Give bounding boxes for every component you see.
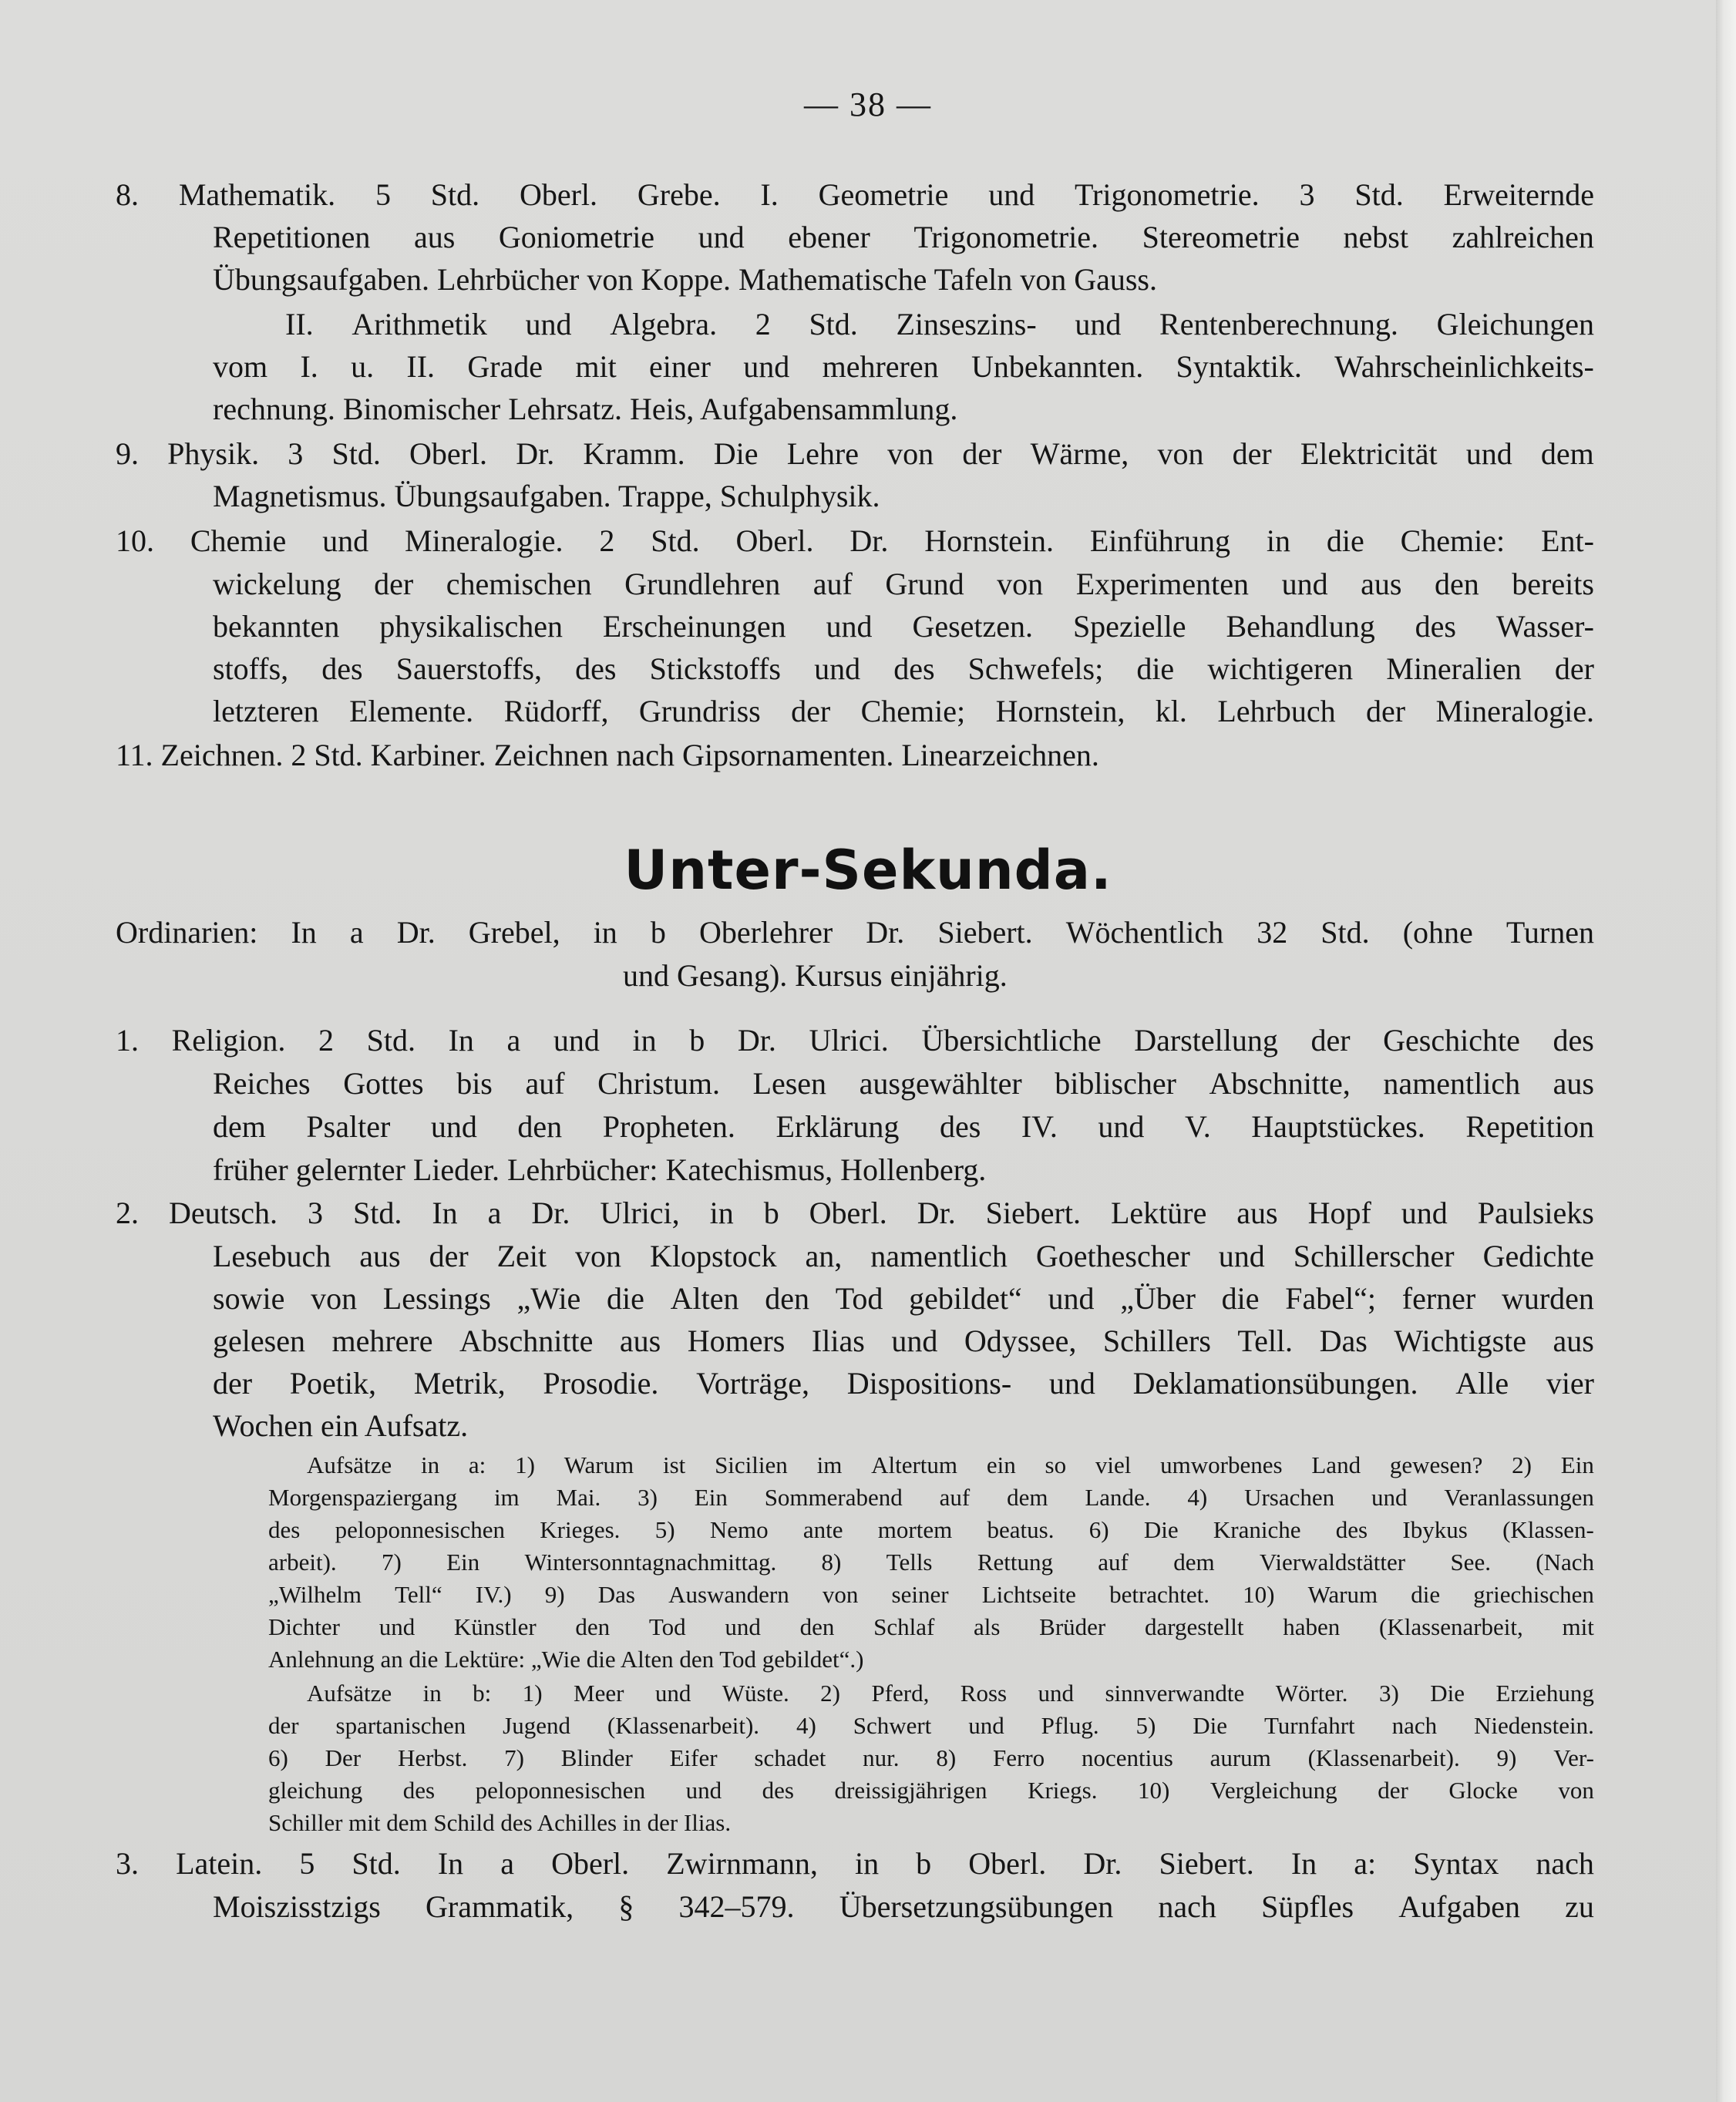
text-line: dem Psalter und den Propheten. Erklärung des IV. und V. Hauptstückes. Repetition (213, 1109, 1594, 1144)
text-line: 11. Zeichnen. 2 Std. Karbiner. Zeichnen nach Gipsornamenten. Linearzeichnen. (116, 738, 1099, 772)
text-line: 3. Latein. 5 Std. In a Oberl. Zwirnmann, in b Oberl. Dr. Siebert. In a: Syntax nach (116, 1846, 1594, 1881)
essay-line: des peloponnesischen Krieges. 5) Nemo ante mortem beatus. 6) Die Kraniche des Ibykus (Klassen- (268, 1516, 1594, 1543)
text-line: 2. Deutsch. 3 Std. In a Dr. Ulrici, in b Oberl. Dr. Siebert. Lektüre aus Hopf und Paulsieks (116, 1196, 1594, 1230)
page-edge (1716, 0, 1736, 2102)
essay-line: Aufsätze in a: 1) Warum ist Sicilien im Altertum ein so viel umworbenes Land gewesen? 2) Ein (307, 1451, 1594, 1478)
essay-line: arbeit). 7) Ein Wintersonntagnachmittag. 8) Tells Rettung auf dem Vierwaldstätter See. (Nach (268, 1549, 1594, 1576)
text-line: vom I. u. II. Grade mit einer und mehreren Unbekannten. Syntaktik. Wahrscheinlichkeits- (213, 349, 1594, 384)
text-line: Wochen ein Aufsatz. (213, 1408, 469, 1443)
essay-line: „Wilhelm Tell“ IV.) 9) Das Auswandern von seiner Lichtseite betrachtet. 10) Warum die griechischen (268, 1581, 1594, 1608)
essay-line: Morgenspaziergang im Mai. 3) Ein Sommerabend auf dem Lande. 4) Ursachen und Veranlassungen (268, 1484, 1594, 1511)
text-line: und Gesang). Kursus einjährig. (623, 958, 1008, 993)
essay-line: Aufsätze in b: 1) Meer und Wüste. 2) Pferd, Ross und sinnverwandte Wörter. 3) Die Erziehung (307, 1680, 1594, 1707)
text-line: stoffs, des Sauerstoffs, des Stickstoffs und des Schwefels; die wichtigeren Mineralien der (213, 651, 1594, 686)
section-heading: Unter-Sekunda. (624, 839, 1112, 902)
text-line: rechnung. Binomischer Lehrsatz. Heis, Aufgabensammlung. (213, 392, 958, 426)
text-line: Ordinarien: In a Dr. Grebel, in b Oberlehrer Dr. Siebert. Wöchentlich 32 Std. (ohne Turnen (116, 915, 1594, 950)
essay-line: gleichung des peloponnesischen und des dreissigjährigen Kriegs. 10) Vergleichung der Glocke von (268, 1777, 1594, 1804)
text-line: 1. Religion. 2 Std. In a und in b Dr. Ulrici. Übersichtliche Darstellung der Geschichte des (116, 1023, 1594, 1058)
page-number: — 38 — (804, 86, 932, 123)
essay-line: Schiller mit dem Schild des Achilles in der Ilias. (268, 1809, 732, 1836)
text-line: bekannten physikalischen Erscheinungen und Gesetzen. Spezielle Behandlung des Wasser- (213, 609, 1594, 644)
text-line: früher gelernter Lieder. Lehrbücher: Katechismus, Hollenberg. (213, 1152, 987, 1187)
essay-line: 6) Der Herbst. 7) Blinder Eifer schadet nur. 8) Ferro nocentius aurum (Klassenarbeit). 9) Ver- (268, 1744, 1594, 1771)
text-line: wickelung der chemischen Grundlehren auf Grund von Experimenten und aus den bereits (213, 567, 1594, 601)
text-line: gelesen mehrere Abschnitte aus Homers Ilias und Odyssee, Schillers Tell. Das Wichtigste aus (213, 1323, 1594, 1358)
text-line: sowie von Lessings „Wie die Alten den Tod gebildet“ und „Über die Fabel“; ferner wurden (213, 1281, 1594, 1316)
text-line: Repetitionen aus Goniometrie und ebener Trigonometrie. Stereometrie nebst zahlreichen (213, 220, 1594, 254)
text-line: Übungsaufgaben. Lehrbücher von Koppe. Mathematische Tafeln von Gauss. (213, 262, 1157, 297)
text-line: letzteren Elemente. Rüdorff, Grundriss der Chemie; Hornstein, kl. Lehrbuch der Mineralogie. (213, 694, 1594, 728)
essay-line: der spartanischen Jugend (Klassenarbeit). 4) Schwert und Pflug. 5) Die Turnfahrt nach Niedenstein. (268, 1712, 1594, 1739)
text-line: Reiches Gottes bis auf Christum. Lesen ausgewählter biblischer Abschnitte, namentlich aus (213, 1066, 1594, 1101)
text-line: Magnetismus. Übungsaufgaben. Trappe, Schulphysik. (213, 479, 880, 513)
text-line: 8. Mathematik. 5 Std. Oberl. Grebe. I. Geometrie und Trigonometrie. 3 Std. Erweiternde (116, 177, 1594, 212)
essay-line: Dichter und Künstler den Tod und den Schlaf als Brüder dargestellt haben (Klassenarbeit, mit (268, 1613, 1594, 1640)
essay-line: Anlehnung an die Lektüre: „Wie die Alten den Tod gebildet“.) (268, 1646, 864, 1673)
text-line: 10. Chemie und Mineralogie. 2 Std. Oberl. Dr. Hornstein. Einführung in die Chemie: Ent- (116, 523, 1594, 558)
text-line: II. Arithmetik und Algebra. 2 Std. Zinseszins- und Rentenberechnung. Gleichungen (285, 307, 1594, 341)
text-line: 9. Physik. 3 Std. Oberl. Dr. Kramm. Die Lehre von der Wärme, von der Elektricität und dem (116, 436, 1594, 471)
text-line: Lesebuch aus der Zeit von Klopstock an, namentlich Goethescher und Schillerscher Gedichte (213, 1239, 1594, 1273)
text-line: der Poetik, Metrik, Prosodie. Vorträge, Dispositions- und Deklamationsübungen. Alle vier (213, 1366, 1594, 1401)
text-line: Moiszisstzigs Grammatik, § 342–579. Übersetzungsübungen nach Süpfles Aufgaben zu (213, 1889, 1594, 1924)
